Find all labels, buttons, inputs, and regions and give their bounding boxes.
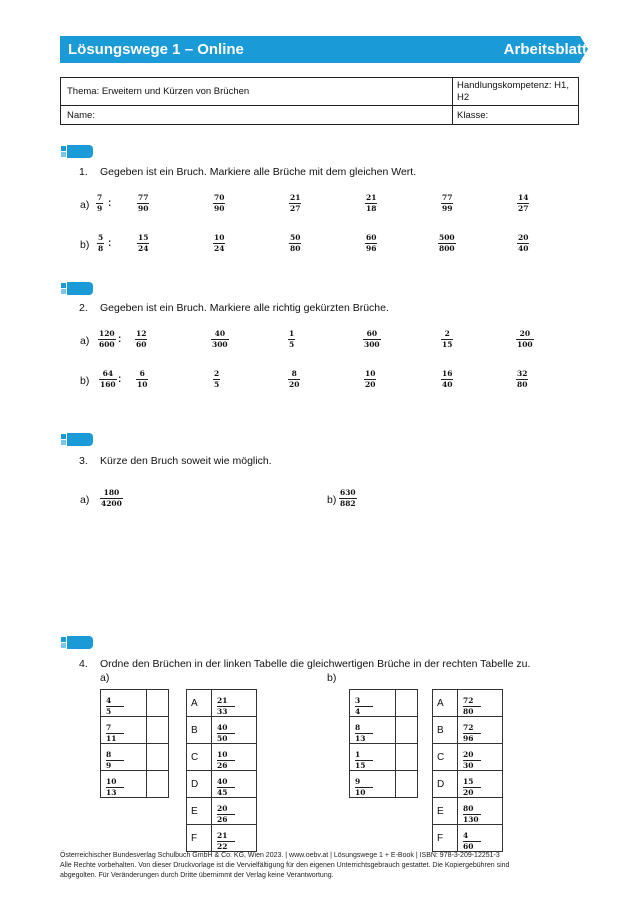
- task-2b-label: b): [80, 375, 90, 387]
- answer-cell[interactable]: [147, 717, 169, 744]
- footer-line-1: Österreichischer Bundesverlag Schulbuch GmbH & Co. KG, Wien 2023. | www.oebv.at | Lösungswege 1 + E-Book | ISBN: 978-3-209-12251-3: [60, 852, 500, 859]
- row-letter: C: [433, 744, 458, 771]
- competence-label: Handlungskompetenz: H1,: [457, 80, 569, 91]
- answer-cell[interactable]: [396, 771, 418, 798]
- table-row: [187, 771, 257, 798]
- colon: :: [108, 198, 112, 209]
- table-row: [101, 690, 169, 717]
- task-4a-left-fraction-2: $\frac{7}{11}$: [106, 724, 124, 743]
- table-row: [433, 771, 503, 798]
- task-1b-option-1[interactable]: 15 24: [138, 233, 149, 253]
- task-4-text: Ordne den Brüchen in der linken Tabelle die gleichwertigen Brüche in der rechten Tabelle zu.: [100, 658, 531, 670]
- table-row: [101, 717, 169, 744]
- task-4a-right-fraction-f: $\frac{21}{22}$: [217, 832, 235, 851]
- competence-label-2: H2: [457, 92, 470, 103]
- table-row: [187, 717, 257, 744]
- header-doc-type: Arbeitsblatt: [503, 41, 587, 58]
- task-2b-option-4[interactable]: 10 20: [365, 369, 376, 389]
- table-row: [187, 690, 257, 717]
- task-1a-option-2[interactable]: 70 90: [214, 193, 225, 213]
- task-1b-label: b): [80, 239, 90, 251]
- task-2a-option-2[interactable]: 40 300: [212, 329, 228, 349]
- row-letter: A: [187, 690, 212, 717]
- task-2b-option-6[interactable]: 32 80: [517, 369, 528, 389]
- task-4a-left-fraction-3: $\frac{8}{9}$: [106, 751, 124, 770]
- header-title: Lösungswege 1 – Online: [68, 41, 244, 58]
- table-row: [433, 825, 503, 852]
- task-4b-left-fraction-4: $\frac{9}{10}$: [355, 778, 373, 797]
- task-marker-3: [61, 433, 97, 447]
- task-4a-right-table: [186, 689, 257, 852]
- table-row: [101, 771, 169, 798]
- table-row: [350, 771, 418, 798]
- task-3b-label: b): [327, 494, 337, 506]
- row-letter: E: [433, 798, 458, 825]
- task-4b-right-table: [432, 689, 503, 852]
- task-2b-option-2[interactable]: 2 5: [214, 369, 220, 389]
- task-1a-label: a): [80, 199, 90, 211]
- footer: [60, 851, 600, 881]
- task-marker-1: [61, 145, 97, 159]
- task-1a-option-6[interactable]: 14 27: [518, 193, 529, 213]
- task-3b-fraction: 630 882: [340, 488, 356, 508]
- task-2a-option-3[interactable]: 1 5: [289, 329, 295, 349]
- task-3-text: Kürze den Bruch soweit wie möglich.: [100, 455, 272, 467]
- task-2a-option-1[interactable]: 12 60: [136, 329, 147, 349]
- task-marker-2: [61, 282, 97, 296]
- task-4b-left-fraction-1: $\frac{3}{4}$: [355, 697, 373, 716]
- table-row: [433, 717, 503, 744]
- task-4-number: 4.: [79, 658, 88, 670]
- task-2a-option-6[interactable]: 20 100: [517, 329, 533, 349]
- row-letter: B: [433, 717, 458, 744]
- task-1a-option-1[interactable]: 77 90: [138, 193, 149, 213]
- answer-cell[interactable]: [147, 744, 169, 771]
- task-3a-fraction: 180 4200: [101, 488, 122, 508]
- task-4b-left-fraction-3: $\frac{1}{15}$: [355, 751, 373, 770]
- colon: :: [108, 238, 112, 249]
- table-row: [187, 825, 257, 852]
- answer-cell[interactable]: [396, 717, 418, 744]
- task-4b-right-fraction-d: $\frac{15}{20}$: [463, 778, 481, 797]
- task-2b-option-5[interactable]: 16 40: [442, 369, 453, 389]
- answer-cell[interactable]: [396, 690, 418, 717]
- table-row: [433, 798, 503, 825]
- task-2a-option-5[interactable]: 2 15: [442, 329, 453, 349]
- topic-label: Thema: Erweitern und Kürzen von Brüchen: [67, 86, 250, 97]
- task-2a-given-fraction: 120 600: [99, 329, 115, 349]
- task-1b-option-5[interactable]: 500 800: [439, 233, 455, 253]
- table-row: [101, 744, 169, 771]
- task-4b-right-fraction-b: $\frac{72}{96}$: [463, 724, 481, 743]
- task-4b-left-fraction-2: $\frac{8}{13}$: [355, 724, 373, 743]
- table-row: [350, 744, 418, 771]
- table-row: [433, 744, 503, 771]
- task-1-text: Gegeben ist ein Bruch. Markiere alle Brüche mit dem gleichen Wert.: [100, 166, 417, 178]
- task-4b-right-fraction-f: $\frac{4}{60}$: [463, 832, 481, 851]
- answer-cell[interactable]: [396, 744, 418, 771]
- task-2a-label: a): [80, 335, 90, 347]
- task-4b-left-table: [349, 689, 418, 798]
- task-1b-option-4[interactable]: 60 96: [366, 233, 377, 253]
- task-1b-option-3[interactable]: 50 80: [290, 233, 301, 253]
- task-4a-right-fraction-b: $\frac{40}{50}$: [217, 724, 235, 743]
- task-2-number: 2.: [79, 302, 88, 314]
- colon: :: [118, 334, 122, 345]
- row-letter: F: [433, 825, 458, 852]
- name-field[interactable]: Name:: [67, 110, 95, 121]
- task-4a-left-fraction-1: $\frac{4}{5}$: [106, 697, 124, 716]
- row-letter: F: [187, 825, 212, 852]
- task-3a-label: a): [80, 494, 90, 506]
- info-divider-vertical: [452, 78, 453, 124]
- task-2b-option-3[interactable]: 8 20: [289, 369, 300, 389]
- task-1a-option-4[interactable]: 21 18: [366, 193, 377, 213]
- table-row: [350, 690, 418, 717]
- table-row: [350, 717, 418, 744]
- task-4a-right-fraction-d: $\frac{40}{45}$: [217, 778, 235, 797]
- task-4a-label: a): [100, 672, 110, 684]
- task-1a-given-fraction: 7 9: [97, 193, 103, 213]
- task-1-number: 1.: [79, 166, 88, 178]
- task-2a-option-4[interactable]: 60 300: [364, 329, 380, 349]
- answer-cell[interactable]: [147, 771, 169, 798]
- row-letter: E: [187, 798, 212, 825]
- row-letter: B: [187, 717, 212, 744]
- task-1a-option-5[interactable]: 77 99: [442, 193, 453, 213]
- table-row: [187, 798, 257, 825]
- table-row: [187, 744, 257, 771]
- task-2b-given-fraction: 64 160: [100, 369, 116, 389]
- row-letter: D: [433, 771, 458, 798]
- info-box: [60, 77, 579, 125]
- table-row: [433, 690, 503, 717]
- task-1b-option-6[interactable]: 20 40: [518, 233, 529, 253]
- task-2b-option-1[interactable]: 6 10: [137, 369, 148, 389]
- task-4b-right-fraction-e: $\frac{80}{130}$: [463, 805, 481, 824]
- task-3-number: 3.: [79, 455, 88, 467]
- task-marker-4: [61, 636, 97, 650]
- task-4b-right-fraction-a: $\frac{72}{80}$: [463, 697, 481, 716]
- class-field[interactable]: Klasse:: [457, 110, 489, 121]
- task-4a-left-fraction-4: $\frac{10}{13}$: [106, 778, 124, 797]
- task-1b-given-fraction: 5 8: [98, 233, 104, 253]
- task-4a-right-fraction-e: $\frac{20}{26}$: [217, 805, 235, 824]
- colon: :: [118, 374, 122, 385]
- info-divider-horizontal: [61, 105, 578, 106]
- footer-line-2: Alle Rechte vorbehalten. Von dieser Druckvorlage ist die Vervielfältigung für den eigenen Unterrichtsgebrauch gestattet. Die Kopiergebühren sind: [60, 862, 510, 869]
- task-1b-option-2[interactable]: 10 24: [214, 233, 225, 253]
- row-letter: C: [187, 744, 212, 771]
- task-4a-right-fraction-a: $\frac{21}{33}$: [217, 697, 235, 716]
- task-2-text: Gegeben ist ein Bruch. Markiere alle richtig gekürzten Brüche.: [100, 302, 389, 314]
- task-4a-left-table: [100, 689, 169, 798]
- row-letter: D: [187, 771, 212, 798]
- answer-cell[interactable]: [147, 690, 169, 717]
- task-4a-right-fraction-c: $\frac{10}{26}$: [217, 751, 235, 770]
- task-4b-right-fraction-c: $\frac{20}{30}$: [463, 751, 481, 770]
- footer-line-3: abgegolten. Für Veränderungen durch Dritte übernimmt der Verlag keine Verantwortung.: [60, 872, 334, 879]
- row-letter: A: [433, 690, 458, 717]
- task-1a-option-3[interactable]: 21 27: [290, 193, 301, 213]
- task-4b-label: b): [327, 672, 337, 684]
